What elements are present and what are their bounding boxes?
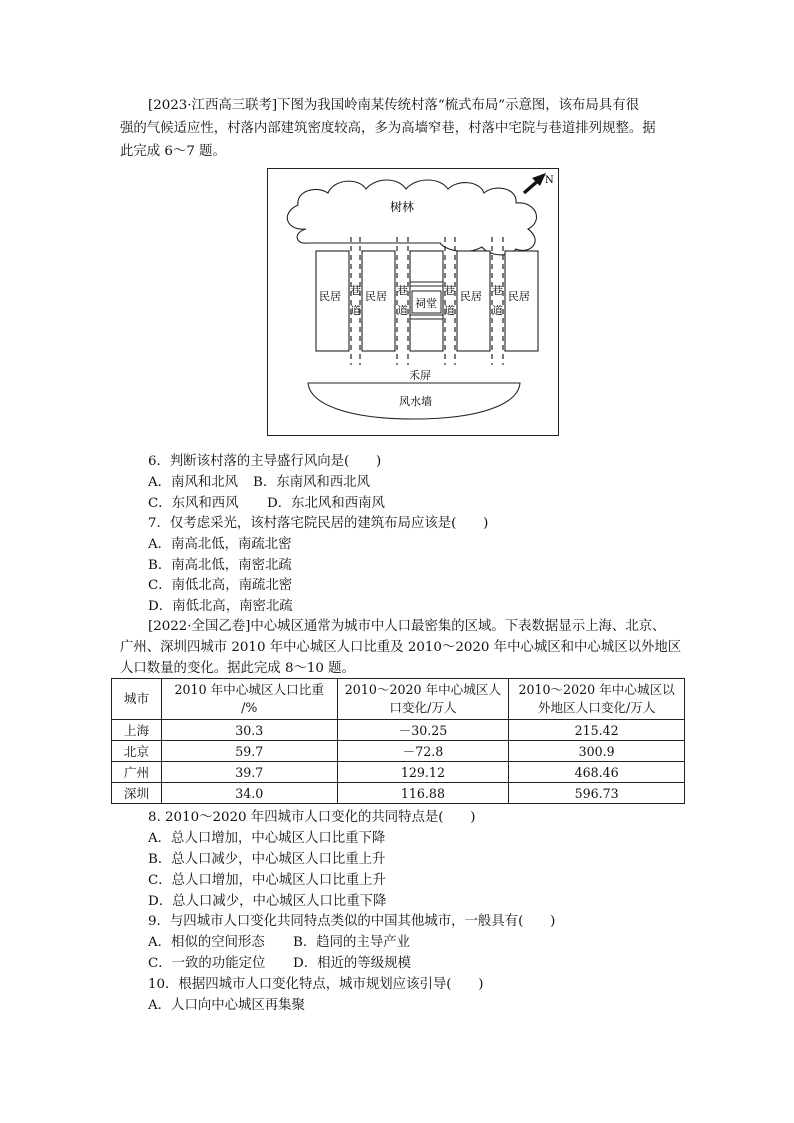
table-row <box>112 762 685 783</box>
wall-label: 风水墙 <box>399 395 432 408</box>
q7-option-c: C．南低北高，南疏北密 <box>148 578 293 593</box>
forest-label: 树林 <box>390 200 415 214</box>
house-label-2: 民居 <box>365 290 387 303</box>
q8-option-d: D．总人口减少，中心城区人口比重下降 <box>148 894 387 909</box>
intro2-line-3: 人口数量的变化。据此完成 8～10 题。 <box>120 661 355 676</box>
cell-outer: 215.42 <box>509 720 685 741</box>
cell-outer: 468.46 <box>509 762 685 783</box>
cell-center: 116.88 <box>337 783 509 804</box>
q9-option-c: C．一致的功能定位 <box>148 956 266 971</box>
header-share-line-1: 2010 年中心城区人口比重 <box>174 682 324 697</box>
house-label-3: 民居 <box>460 290 482 303</box>
cell-share: 34.0 <box>161 783 337 804</box>
header-share-line-2: /% <box>241 700 258 715</box>
alley-label-4a: 巷 <box>492 284 503 297</box>
q8-option-c: C．总人口增加，中心城区人口比重上升 <box>148 873 386 888</box>
header-share <box>161 679 337 720</box>
table-row <box>112 741 685 762</box>
alley-label-1b: 道 <box>350 304 361 317</box>
house-label-1: 民居 <box>319 290 341 303</box>
q8-option-b: B．总人口减少，中心城区人口比重上升 <box>148 852 386 867</box>
q6-option-d: D．东北风和西南风 <box>267 496 385 511</box>
intro1-line-2: 强的气候适应性，村落内部建筑密度较高，多为高墙窄巷，村落中宅院与巷道排列规整。据 <box>120 121 656 136</box>
cell-share: 30.3 <box>161 720 337 741</box>
header-center-change <box>337 679 509 720</box>
header-outer-change <box>509 679 685 720</box>
cell-outer: 300.9 <box>509 741 685 762</box>
population-table <box>111 678 685 804</box>
q9-option-d: D．相近的等级规模 <box>293 956 411 971</box>
intro2-line-2: 广州、深圳四城市 2010 年中心城区人口比重及 2010～2020 年中心城区和中心城区以外地区 <box>120 640 682 655</box>
header-outer-line-2: 外地区人口变化/万人 <box>537 700 656 715</box>
q7-stem: 7．仅考虑采光，该村落宅院民居的建筑布局应该是( ) <box>148 516 489 531</box>
cell-center: 129.12 <box>337 762 509 783</box>
village-layout-diagram <box>268 169 558 435</box>
cell-city: 北京 <box>112 741 162 762</box>
field-label: 禾屏 <box>409 369 431 382</box>
q9-option-a: A．相似的空间形态 <box>148 935 265 950</box>
q8-option-a: A．总人口增加，中心城区人口比重下降 <box>148 831 386 846</box>
header-outer-line-1: 2010～2020 年中心城区以 <box>518 682 675 697</box>
forest-cloud-shape <box>287 180 536 255</box>
cell-center: －72.8 <box>337 741 509 762</box>
alley-label-3a: 巷 <box>444 284 455 297</box>
alley-label-1a: 巷 <box>350 284 361 297</box>
alley-label-3b: 道 <box>444 304 455 317</box>
q7-option-d: D．南低北高，南密北疏 <box>148 599 293 614</box>
north-label: N <box>545 175 554 186</box>
cell-city: 广州 <box>112 762 162 783</box>
intro1-line-3: 此完成 6～7 题。 <box>120 144 226 159</box>
q9-stem: 9．与四城市人口变化共同特点类似的中国其他城市，一般具有( ) <box>148 914 556 929</box>
intro1-line-1: [2023·江西高三联考]下图为我国岭南某传统村落“梳式布局”示意图，该布局具有很 <box>148 98 639 113</box>
north-arrow-icon <box>524 173 546 193</box>
table-header-row <box>112 679 685 720</box>
cell-city: 深圳 <box>112 783 162 804</box>
q10-stem: 10．根据四城市人口变化特点，城市规划应该引导( ) <box>148 977 484 992</box>
village-layout-figure <box>267 168 559 436</box>
q7-option-a: A．南高北低，南疏北密 <box>148 537 292 552</box>
q6-option-c: C．东风和西风 <box>148 496 239 511</box>
house-label-4: 民居 <box>508 290 530 303</box>
table-row <box>112 783 685 804</box>
q9-option-b: B．趋同的主导产业 <box>293 935 410 950</box>
alley-label-2b: 道 <box>397 304 408 317</box>
cell-outer: 596.73 <box>509 783 685 804</box>
q10-option-a: A．人口向中心城区再集聚 <box>148 998 305 1013</box>
q7-option-b: B．南高北低，南密北疏 <box>148 558 292 573</box>
header-center-line-1: 2010～2020 年中心城区人 <box>344 682 502 697</box>
alley-label-2a: 巷 <box>397 284 408 297</box>
header-city: 城市 <box>112 679 162 720</box>
cell-share: 39.7 <box>161 762 337 783</box>
q6-option-b: B．东南风和西北风 <box>253 475 370 490</box>
header-center-line-2: 口变化/万人 <box>389 700 457 715</box>
cell-center: －30.25 <box>337 720 509 741</box>
q8-stem: 8. 2010～2020 年四城市人口变化的共同特点是( ) <box>148 810 476 825</box>
q6-stem: 6．判断该村落的主导盛行风向是( ) <box>148 454 382 469</box>
table-row <box>112 720 685 741</box>
cell-city: 上海 <box>112 720 162 741</box>
hall-label: 祠堂 <box>415 297 437 310</box>
alley-label-4b: 道 <box>492 304 503 317</box>
cell-share: 59.7 <box>161 741 337 762</box>
intro2-line-1: [2022·全国乙卷]中心城区通常为城市中人口最密集的区域。下表数据显示上海、北京、 <box>148 619 666 634</box>
q6-option-a: A．南风和北风 <box>148 475 239 490</box>
